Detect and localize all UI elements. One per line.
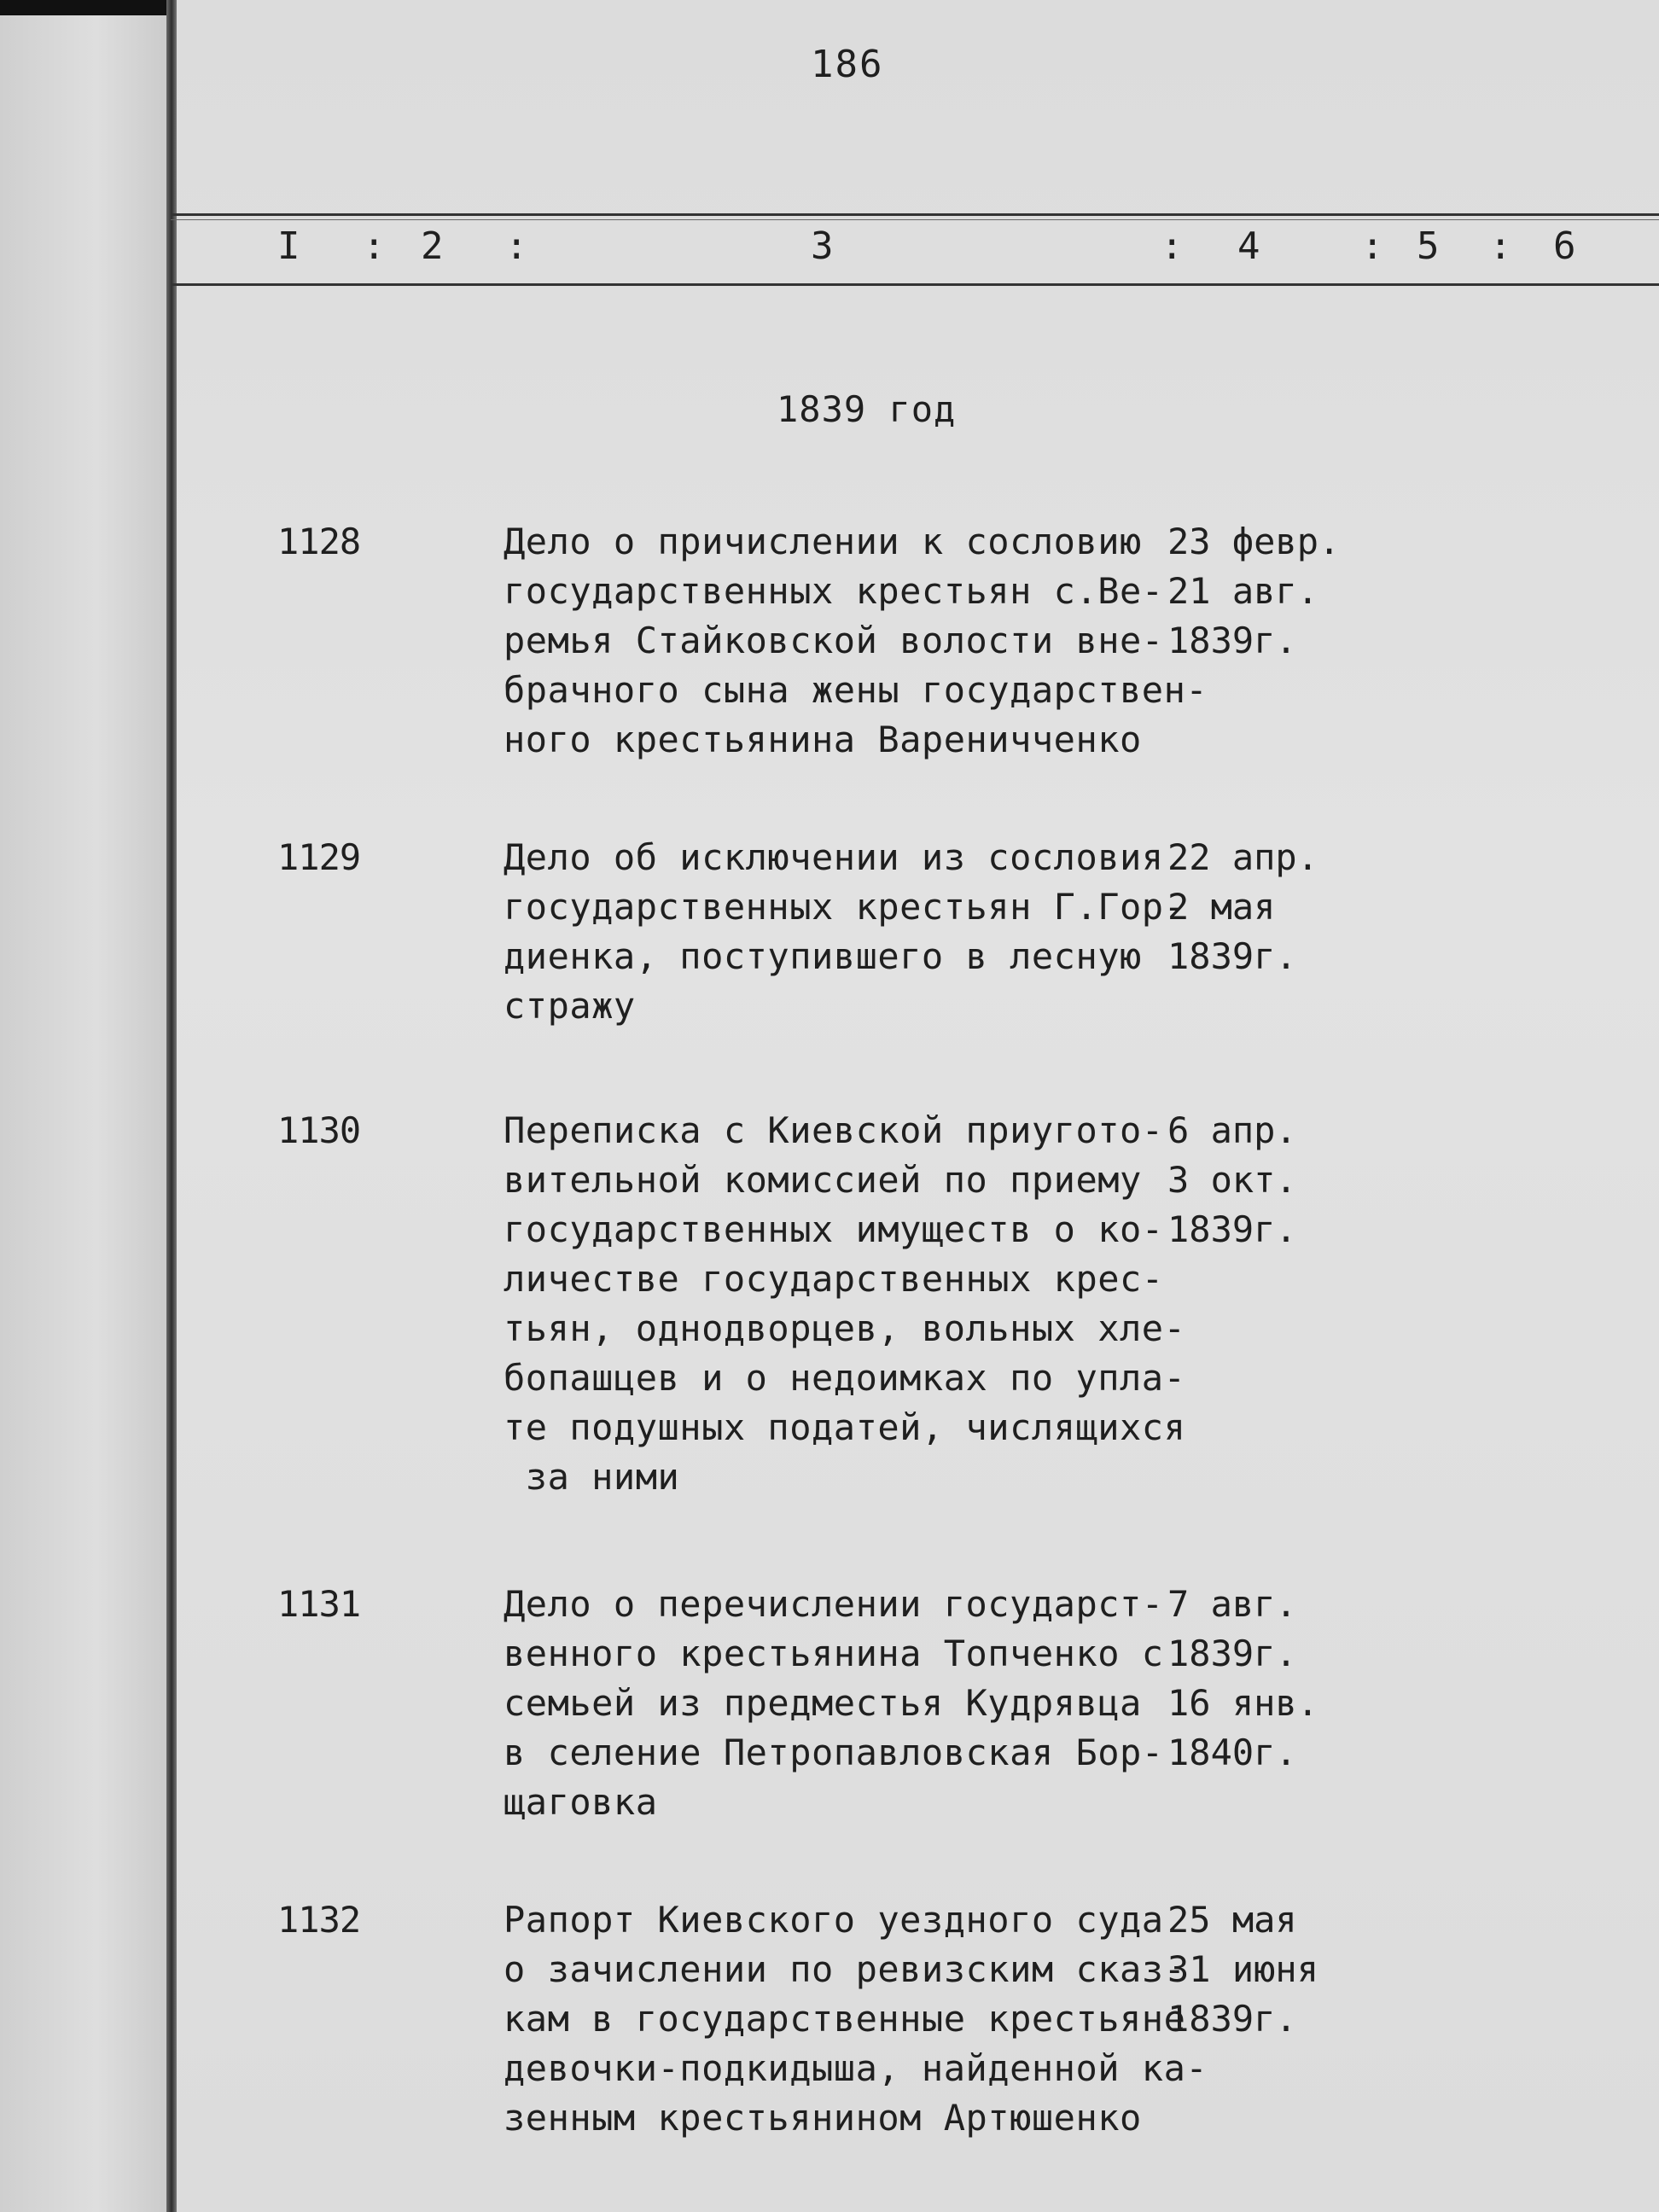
entry-description-line: Дело о перечислении государст-	[504, 1583, 1164, 1625]
column-number: 4	[1237, 224, 1260, 268]
entry-date: 21 авг.	[1167, 570, 1319, 612]
entry-date: 31 июня	[1167, 1948, 1319, 1990]
column-number: 6	[1553, 224, 1576, 268]
entry-date: 1839г.	[1167, 1633, 1297, 1674]
entry-number: 1128	[277, 521, 361, 562]
entry-date: 1839г.	[1167, 1998, 1297, 2040]
column-separator: :	[505, 224, 528, 268]
entry-description-line: за ними	[504, 1456, 680, 1498]
entry-description-line: в селение Петропавловская Бор-	[504, 1732, 1164, 1773]
column-separator: :	[363, 224, 386, 268]
entry-description-line: ного крестьянина Вареничченко	[504, 719, 1142, 760]
entry-number: 1130	[277, 1109, 361, 1151]
entry-description-line: стражу	[504, 985, 636, 1027]
entry-description-line: тьян, однодворцев, вольных хле-	[504, 1307, 1186, 1349]
entry-description-line: те подушных податей, числящихся	[504, 1406, 1186, 1448]
entry-description-line: государственных имуществ о ко-	[504, 1208, 1164, 1250]
entry-date: 25 мая	[1167, 1899, 1297, 1941]
entry-description-line: Рапорт Киевского уездного суда	[504, 1899, 1164, 1941]
header-rule-top	[171, 213, 1659, 216]
entry-date: 23 февр.	[1167, 521, 1341, 562]
left-page-edge	[0, 15, 175, 2212]
entry-description-line: девочки-подкидыша, найденной ка-	[504, 2047, 1208, 2089]
entry-date: 3 окт.	[1167, 1159, 1297, 1201]
column-separator: :	[1361, 224, 1384, 268]
entry-date: 1839г.	[1167, 620, 1297, 661]
entry-number: 1131	[277, 1583, 361, 1625]
column-separator: :	[1489, 224, 1512, 268]
column-number: 3	[811, 224, 834, 268]
column-separator: :	[1161, 224, 1184, 268]
book-gutter	[166, 0, 177, 2212]
entry-date: 16 янв.	[1167, 1682, 1319, 1724]
entry-description-line: щаговка	[504, 1781, 658, 1823]
entry-description-line: кам в государственные крестьяне	[504, 1998, 1186, 2040]
entry-date: 7 авг.	[1167, 1583, 1297, 1625]
entry-description-line: вительной комиссией по приему	[504, 1159, 1142, 1201]
entry-description-line: бопашцев и о недоимках по уплa-	[504, 1357, 1186, 1399]
entry-date: 1840г.	[1167, 1732, 1297, 1773]
header-rule-top-thin	[171, 219, 1659, 220]
entry-description-line: личестве государственных крес-	[504, 1258, 1164, 1300]
entry-description-line: брачного сына жены государствен-	[504, 669, 1208, 711]
page-number: 186	[811, 43, 884, 86]
year-heading: 1839 год	[777, 388, 957, 430]
entry-number: 1129	[277, 836, 361, 878]
column-number: 2	[421, 224, 444, 268]
column-number: I	[277, 224, 300, 268]
entry-date: 6 апр.	[1167, 1109, 1297, 1151]
entry-description-line: семьей из предместья Кудрявца	[504, 1682, 1142, 1724]
header-rule-bottom	[171, 283, 1659, 286]
entry-number: 1132	[277, 1899, 361, 1941]
entry-description-line: ремья Стайковской волости вне-	[504, 620, 1164, 661]
entry-description-line: о зачислении по ревизским сказ-	[504, 1948, 1186, 1990]
entry-description-line: Дело об исключении из сословия	[504, 836, 1164, 878]
entry-description-line: венного крестьянина Топченко с	[504, 1633, 1164, 1674]
entry-date: 1839г.	[1167, 935, 1297, 977]
entry-description-line: диенка, поступившего в лесную	[504, 935, 1142, 977]
entry-description-line: государственных крестьян Г.Гор-	[504, 886, 1186, 928]
entry-description-line: Дело о причислении к сословию	[504, 521, 1142, 562]
column-number: 5	[1417, 224, 1440, 268]
entry-description-line: зенным крестьянином Артюшенко	[504, 2097, 1142, 2139]
entry-date: 22 апр.	[1167, 836, 1319, 878]
entry-date: 2 мая	[1167, 886, 1276, 928]
document-page	[175, 0, 1659, 2212]
entry-description-line: Переписка с Киевской приугото-	[504, 1109, 1164, 1151]
entry-description-line: государственных крестьян с.Ве-	[504, 570, 1164, 612]
entry-date: 1839г.	[1167, 1208, 1297, 1250]
